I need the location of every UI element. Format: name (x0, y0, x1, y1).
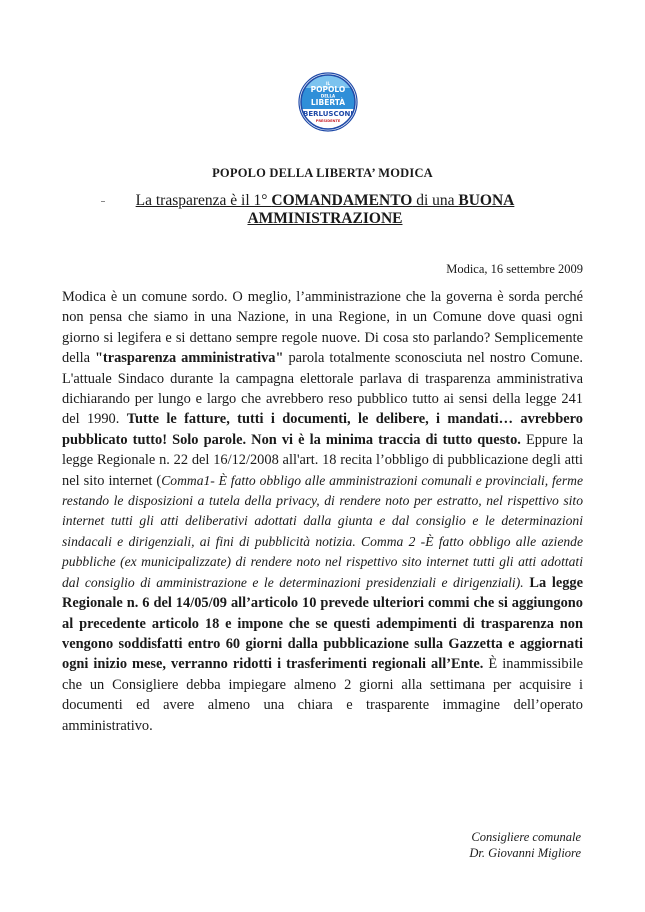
logo-line-5: BERLUSCONI (303, 110, 353, 118)
logo-line-1: IL (325, 81, 331, 86)
body-bold-3: La legge Regionale n. 6 del 14/05/09 all’articolo 10 prevede ulteriori commi che si aggiungono al precedente articolo 18 e impone che se questi adempimenti di trasparenza non vengono soddisfatti entro 60 giorni dalla pubblicazione sulla Gazzetta e aggiornati ogni inizio mese, verranno ridotti i trasferimenti regionali all’Ente. (62, 574, 583, 673)
organization-heading: POPOLO DELLA LIBERTA’ MODICA (212, 166, 433, 180)
title-middle: di una (412, 192, 459, 209)
body-text-1: Modica è un comune sordo. O meglio, l’amministrazione che la governa è sorda perché non pensa che siamo in una Nazione, in una Regione, in un Comune dove quasi ogni giorno si legifera e si dettano sempre regole nuove. Di cosa sto parlando? Semplicemente della (62, 289, 583, 367)
logo-line-3: DELLA (320, 93, 336, 99)
party-logo (298, 72, 358, 132)
signature-block (469, 829, 581, 861)
body-text-3: Eppure la legge Regionale n. 22 del 16/12/2008 all'art. 18 recita l’obbligo di pubblicazione degli atti nel sito internet ( (62, 431, 583, 489)
body-text-2: parola totalmente sconosciuta nel nostro Comune. L'attuale Sindaco durante la campagna elettorale parlava di trasparenza amministrativa dichiarando per lungo e largo che avrebbero reso pubblico tutto ai sensi della legge 241 del 1990. (62, 350, 583, 428)
document-title (100, 192, 550, 228)
title-amministrazione: AMMINISTRAZIONE (247, 210, 403, 227)
title-buona: BUONA (458, 192, 515, 209)
place-date: Modica, 16 settembre 2009 (446, 262, 583, 276)
logo-line-2: POPOLO (310, 85, 346, 94)
body-text-5: È inammissibile che un Consigliere debba impiegare almeno 2 giorni alla settimana per acquisire i documenti ed avere almeno una chiara e trasparente immagine dell’operato amministrativo. (62, 656, 583, 734)
logo-line-6: PRESIDENTE (315, 119, 341, 123)
title-comandamento: COMANDAMENTO (271, 192, 413, 209)
signature-name: Dr. Giovanni Migliore (469, 846, 581, 860)
body-law-quote: Comma1- È fatto obbligo alle amministrazioni comunali e provinciali, ferme restando le disposizioni a tutela della privacy, di rendere noto per estratto, nel rispettivo sito internet tutti gli atti deliberativi adottati dalla giunta e dal consiglio e le determinazioni sindacali e dirigenziali, ai fini di pubblicità notizia. Comma 2 -È fatto obbligo alle aziende pubbliche (ex municipalizzate) di rendere noto nel rispettivo sito internet tutti gli atti adottati dal consiglio di amministrazione e le determinazioni presidenziali e dirigenziali). (62, 472, 583, 590)
body-bold-2: Tutte le fatture, tutti i documenti, le delibere, i mandati… avrebbero pubblicato tutto! Solo parole. Non vi è la minima traccia di tutto questo. (62, 411, 583, 448)
body-paragraph (62, 287, 583, 736)
signature-role: Consigliere comunale (471, 830, 581, 844)
body-bold-1: "trasparenza amministrativa" (94, 350, 284, 367)
title-prefix: La trasparenza è il 1° (135, 192, 272, 209)
logo-line-4: LIBERTÀ (310, 98, 346, 107)
